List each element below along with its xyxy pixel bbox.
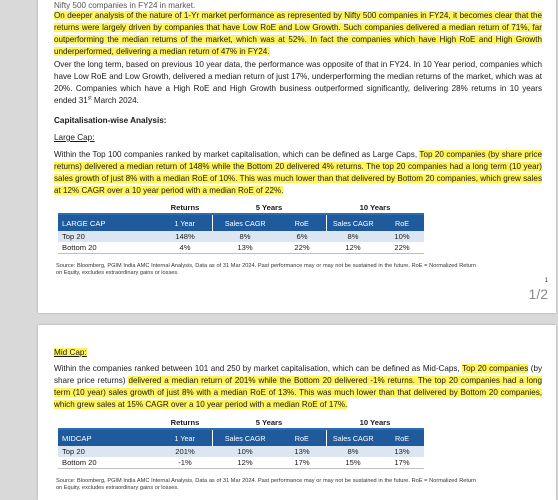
table-cell: 17% [380,457,424,469]
table-cell: 22% [278,242,326,254]
column-header: RoE [380,214,424,231]
group-header-returns: Returns [158,416,212,429]
table-cell: 8% [212,231,278,242]
row-label: Bottom 20 [58,242,158,254]
column-header: Sales CAGR [212,429,278,446]
column-header: RoE [278,214,326,231]
page-number: 1 [544,278,548,284]
page-indicator: 1/2 [528,286,548,302]
column-header: 1 Year [158,214,212,231]
highlighted-text: Top 20 companies [462,364,529,373]
highlighted-text: delivered a median return of 201% while the Bottom 20 delivered -1% returns. The top 20 companies had a long term (10 year) sales growth of just 8% with a median RoE of 13%. This was much lower than that delivered by Bottom 20 companies, which grew sales at 15% CAGR over a 10 year period with a median RoE of 17%. [54,376,543,409]
group-header-10-years: 10 Years [326,201,424,214]
table-cell: 13% [212,242,278,254]
table-corner [58,201,158,214]
table-cell: 10% [380,231,424,242]
table-row [58,231,424,242]
table-row [58,446,424,457]
largecap-title: Large Cap: [54,133,95,142]
table-corner [58,416,158,429]
midcap-title [54,347,542,359]
document-page-1 [38,0,556,313]
table-cell: 12% [326,242,380,254]
row-label: Top 20 [58,446,158,457]
column-header: 1 Year [158,429,212,446]
text-span: March 2024. [91,96,139,105]
table-cell: 15% [326,457,380,469]
column-header: Sales CAGR [326,429,380,446]
largecap-returns-table [58,201,424,254]
row-label: Top 20 [58,231,158,242]
table-label: LARGE CAP [58,214,158,231]
paragraph-midcap [54,363,542,411]
page1-top-cutoff [54,0,542,10]
midcap-returns-table [58,416,424,469]
table-cell: 8% [326,446,380,457]
table-row [58,457,424,469]
text-span: Within the companies ranked between 101 and 250 by market capitalisation, which can be defined as Mid-Caps, [54,364,463,373]
table-cell: -1% [158,457,212,469]
column-header: Sales CAGR [212,214,278,231]
table-cell: 12% [212,457,278,469]
text-span: (by share price returns) [54,364,542,385]
highlighted-text: Top 20 companies (by share price returns) delivered a median return of 148% while the Bottom 20 delivered 4% returns. The top 20 companies had a long term (10 year) sales growth of just 8% with a median RoE of 10%. This was much lower than that delivered by Bottom 20 companies, which grew sales at 12% CAGR over a 10 year period with a median RoE of 22%. [54,150,542,195]
column-header: RoE [278,429,326,446]
row-label: Bottom 20 [58,457,158,469]
table-cell: 10% [212,446,278,457]
table-cell: 13% [380,446,424,457]
column-header: RoE [380,429,424,446]
table-cell: 148% [158,231,212,242]
table-cell: 6% [278,231,326,242]
table-cell: 17% [278,457,326,469]
group-header-5-years: 5 Years [212,201,326,214]
paragraph-long-term [54,59,542,107]
document-page-2 [38,325,556,500]
table-cell: 13% [278,446,326,457]
cutoff-text: Nifty 500 companies in FY24 in market. [54,1,196,10]
highlighted-text: Mid Cap: [54,348,87,357]
table-cell: 22% [380,242,424,254]
table-cell: 8% [326,231,380,242]
section-title: Capitalisation-wise Analysis: [54,116,167,125]
group-header-returns: Returns [158,201,212,214]
source-note: Source: Bloomberg, PGIM India AMC Internal Analysis, Data as of 31 Mar 2024. Past performance may or may not be sustained in the future. RoE = Normalized Return on Equity, excludes extraordinary gains or losses. [56,263,476,276]
text-span: Over the long term, based on previous 10 year data, the performance was opposite of that in FY24. In 10 Year period, companies which have Low RoE and Low Growth, delivered a median return of just 17%, underperforming the median returns of the market, which was at 20%. Companies which have a High RoE and High Growth business outperformed significantly, delivering 28% returns in 10 years ended 31 [54,60,542,105]
paragraph-fy24-analysis [54,10,542,58]
text-span: Within the Top 100 companies ranked by market capitalisation, which can be defined as Large Caps, [54,150,420,159]
table-cell: 4% [158,242,212,254]
column-header: Sales CAGR [326,214,380,231]
paragraph-largecap [54,149,542,197]
superscript: st [87,95,92,102]
table-cell: 201% [158,446,212,457]
highlighted-text: On deeper analysis of the nature of 1-Yr market performance as represented by Nifty 500 companies in FY24, it becomes clear that the returns were largely driven by companies that have Low RoE and Low Growth. Such companies delivered a median return of 71%, far outperforming the median returns of the market, which was at 52%. In fact the companies which have High RoE and High Growth underperformed, delivering a median return of 47% in FY24. [54,11,542,56]
source-note: Source: Bloomberg, PGIM India AMC Internal Analysis, Data as of 31 Mar 2024. Past performance may or may not be sustained in the future. RoE = Normalized Return on Equity, excludes extraordinary gains or losses. [56,478,476,491]
table-row [58,242,424,254]
table-label: MIDCAP [58,429,158,446]
group-header-10-years: 10 Years [326,416,424,429]
group-header-5-years: 5 Years [212,416,326,429]
